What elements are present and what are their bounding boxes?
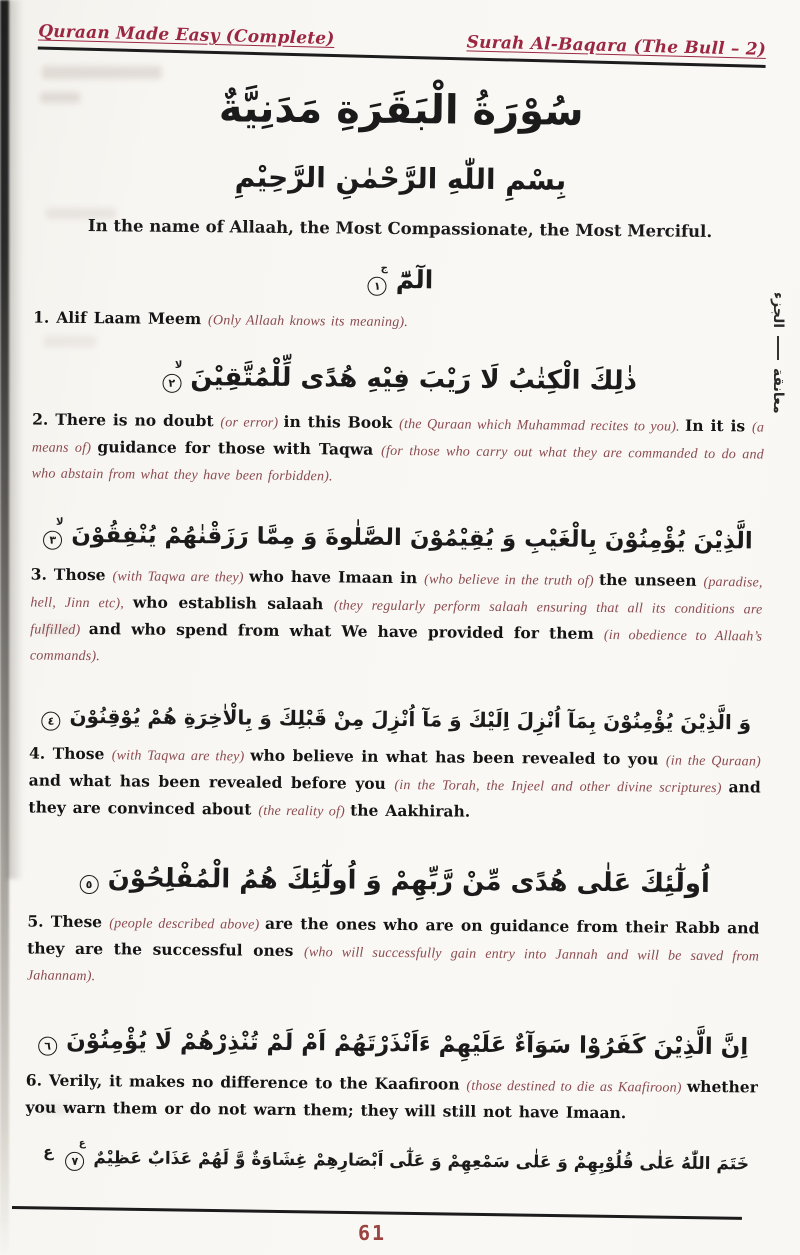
verse-arabic-text: خَتَمَ اللّٰهُ عَلٰى قُلُوْبِهِمْ وَ عَلٰى سَمْعِهِمْ وَ عَلٰٓى اَبْصَارِهِمْ غِشَاوَةٌ وَّ لَهُمْ عَذَابٌ عَظِيْمٌ [93,1147,750,1175]
verse-arabic-text: وَ الَّذِيْنَ يُؤْمِنُوْنَ بِمَآ اُنْزِلَ اِلَيْكَ وَ مَآ اُنْزِلَ مِنْ قَبْلِكَ وَ بِالْاٰخِرَةِ هُمْ يُوْقِنُوْنَ [69,703,752,735]
verse-arabic-line [26,1020,758,1067]
translation-text: are the ones who are on guidance from their Rabb and they are the successful ones [27,913,760,960]
translation-text: and they are convinced about [28,777,761,819]
commentary-note: (with Taqwa are they) [112,569,250,586]
verse-translation [25,1067,757,1127]
commentary-note: (in obedience to Allaah’s commands). [29,628,763,665]
verse-block [32,354,765,494]
translation-text: the Aakhirah. [350,800,471,821]
commentary-note: (or error) [220,415,284,431]
verse-block [28,699,761,829]
verse-block [27,856,760,996]
verse-arabic-text: الَّذِيْنَ يُؤْمِنُوْنَ بِالْغَيْبِ وَ يُقِيْمُوْنَ الصَّلٰوةَ وَ مِمَّا رَزَقْنٰهُمْ يُنْفِقُوْنَ [71,521,753,555]
ayah-number-marker: ٤ [41,712,60,731]
translation-text: and what has been revealed before you [28,770,395,794]
ayah-number-marker: ٦ [38,1036,57,1055]
stop-mark: ع [78,1137,86,1149]
margin-note-divider [777,336,779,360]
verse-arabic-line [31,514,763,561]
juz-label: الجزء [770,292,786,329]
verse-translation [33,305,765,339]
translation-text: guidance for those with Taqwa [97,436,382,459]
verse-arabic-text: ذٰلِكَ الْكِتٰبُ لَا رَيْبَ فِيْهِ هُدًى لِّلْمُتَّقِيْنَ [190,362,638,397]
verse-block [33,254,766,339]
muanaqa-label: معانقة [770,368,786,414]
basmala-arabic: بِسْمِ اللّٰهِ الرَّحْمٰنِ الرَّحِيْمِ [234,160,567,197]
commentary-note: (for those who carry out what they are commanded to do and who abstain from what they have been forbidden). [31,443,764,485]
ayah-number-marker: ٥ [79,875,98,894]
translation-text: who establish salaah [132,592,334,614]
commentary-note: (who believe in the truth of) [424,572,600,590]
verse-arabic-line [32,354,764,407]
translation-text: whether you warn them or do not warn them; they will still not have Imaan. [25,1076,758,1123]
translation-text: the unseen [598,570,704,591]
page-number: 61 [357,1221,387,1245]
ayah-number-marker: ٣ لا [43,530,62,549]
verse-translation [30,562,763,676]
translation-text: 6. Verily, it makes no difference to the Kaafiroon [25,1070,467,1094]
footer-rule [12,1206,742,1220]
translation-text: who have Imaan in [248,566,425,588]
verse-translation [28,741,761,829]
verse-arabic-line [25,1138,757,1180]
verse-translation [27,908,760,995]
commentary-note: (Only Allaah knows its meaning). [207,313,409,331]
translation-text: 3. Those [30,564,113,585]
commentary-note: (the reality of) [258,803,351,820]
basmala-english: In the name of Allaah, the Most Compassionate, the Most Merciful. [87,215,713,241]
commentary-note: (paradise, hell, Jinn etc), [30,575,763,612]
verse-arabic-line [28,856,760,909]
translation-text: and who spend from what We have provided for them [88,619,605,644]
running-header [38,22,766,68]
page-content [0,21,800,1180]
verse-block [30,514,763,675]
verse-block [25,1138,757,1180]
commentary-note: (in the Quraan) [665,753,761,770]
verse-arabic-text: اِنَّ الَّذِيْنَ كَفَرُوْا سَوَآءٌ عَلَيْهِمْ ءَاَنْذَرْتَهُمْ اَمْ لَمْ تُنْذِرْهُمْ لَا يُؤْمِنُوْنَ [66,1027,749,1060]
commentary-note: (people described above) [109,915,266,933]
surah-header-title: Surah Al-Baqara (The Bull – 2) [466,32,767,60]
translation-text: in this Book [283,411,400,432]
verse-translation [32,406,765,493]
verse-arabic-line [29,699,761,741]
verse-arabic-line [33,254,765,305]
stop-mark: ج [380,262,388,274]
verse-block [25,1020,758,1127]
juz-margin-note [770,292,786,414]
surah-title-arabic: سُوْرَةُ الْبَقَرَةِ مَدَنِيَّةٌ [218,85,584,135]
translation-text: In it is [684,415,753,436]
ayah-number-marker: ٢ لا [162,374,181,393]
commentary-note: (a means of) [31,420,765,456]
commentary-note: (in the Torah, the Injeel and other divine scriptures) [394,778,729,797]
translation-text: 2. There is no doubt [32,409,221,431]
verse-arabic-text: الٓمّٓ [395,264,434,294]
translation-text: 4. Those [28,743,112,764]
verse-arabic-text: اُولٰٓئِكَ عَلٰى هُدًى مِّنْ رَّبِّهِمْ وَ اُولٰٓئِكَ هُمُ الْمُفْلِحُوْنَ [107,863,711,900]
commentary-note: (they regularly perform salaah ensuring that all its conditions are fulfilled) [30,598,763,639]
translation-text: 1. Alif Laam Meem [33,307,209,329]
stop-mark: لا [55,516,64,528]
stop-mark: لا [174,360,183,372]
verses-container [25,254,766,1180]
ruku-marker: ع [43,1142,54,1161]
translation-text: who believe in what has been revealed to you [250,745,667,769]
commentary-note: (with Taqwa are they) [111,748,251,765]
commentary-note: (who will successfully gain entry into Jannah and will be saved from Jahannam). [26,944,760,984]
translation-text: 5. These [27,911,110,931]
book-title: Quraan Made Easy (Complete) [37,21,335,50]
ayah-number-marker: ١ ج [368,276,387,295]
commentary-note: (the Quraan which Muhammad recites to you). [399,416,686,435]
commentary-note: (those destined to die as Kaafiroon) [466,1078,687,1096]
ayah-number-marker: ٧ ع [65,1152,84,1171]
